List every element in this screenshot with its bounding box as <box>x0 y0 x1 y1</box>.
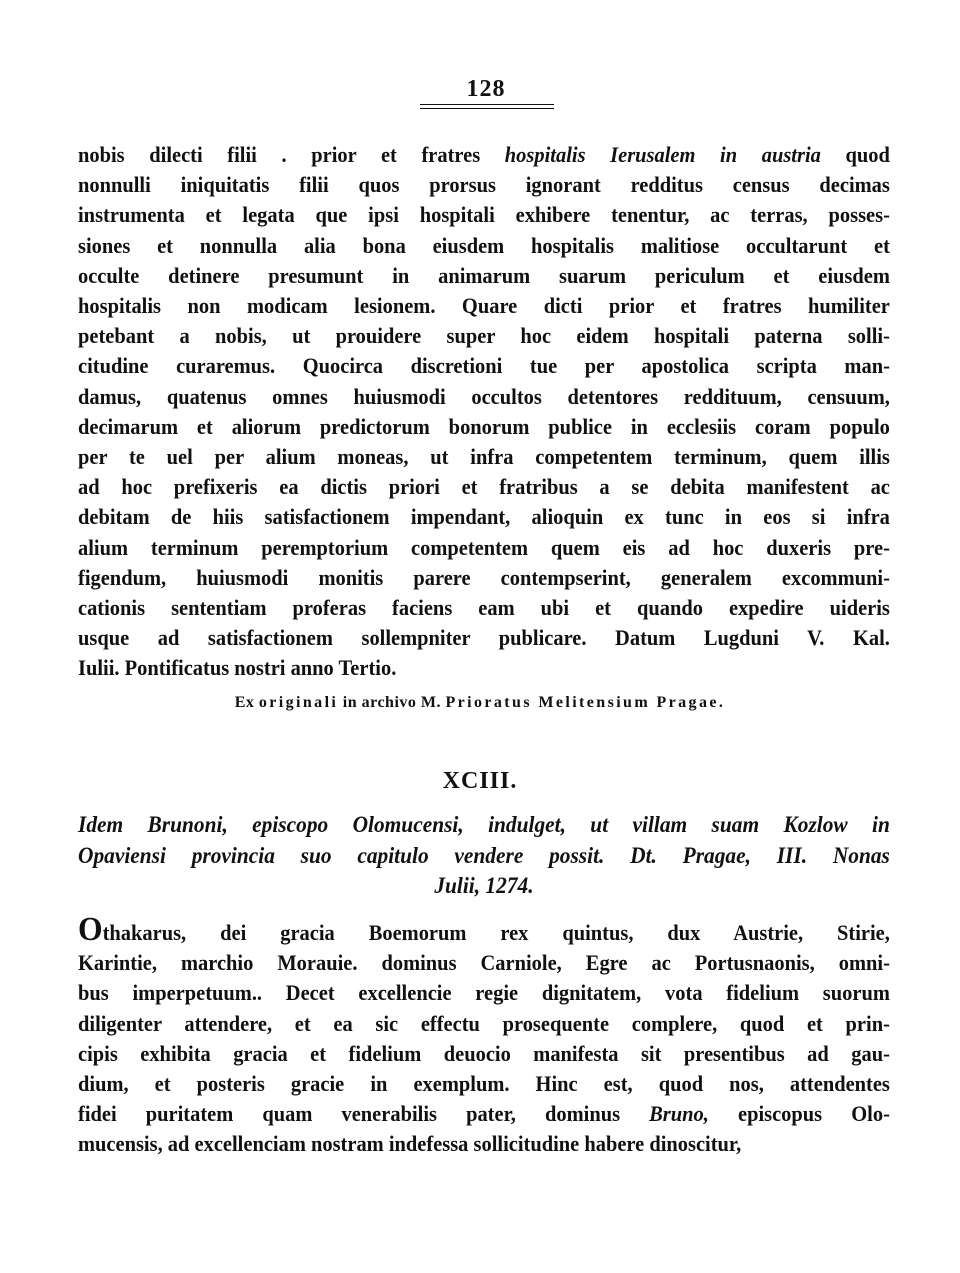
charter-text <box>78 911 890 1160</box>
text-line: alium terminum peremptorium competentem quem eis ad hoc duxeris pre- <box>78 534 890 560</box>
document-summary <box>78 810 890 902</box>
header-rule <box>420 104 554 109</box>
text-line: nobis dilecti filii . prior et fratres hospitalis Ierusalem in austria quod <box>78 142 890 167</box>
text-line: citudine curaremus. Quocirca discretioni tue per apostolica scripta man- <box>78 353 890 379</box>
text-line: per te uel per alium moneas, ut infra competentem terminum, quem illis <box>78 444 890 470</box>
text-line: diligenter attendere, et ea sic effectu prosequente complere, quod et prin- <box>78 1010 890 1036</box>
text-line: cipis exhibita gracia et fidelium deuocio manifesta sit presentibus ad gau- <box>78 1040 890 1066</box>
text-line: mucensis, ad excellenciam nostram indefessa sollicitudine habere dinoscitur, <box>78 1131 742 1157</box>
text-line: damus, quatenus omnes huiusmodi occultos detentores reddituum, censuum, <box>78 383 890 409</box>
source-note <box>0 694 960 712</box>
source-middle: in archivo M. <box>338 694 446 711</box>
summary-line: Julii, 1274. <box>434 873 534 898</box>
text-line: hospitalis non modicam lesionem. Quare dicti prior et fratres humiliter <box>78 293 890 319</box>
text-line: dium, et posteris gracie in exemplum. Hinc est, quod nos, attendentes <box>78 1071 890 1097</box>
source-prefix: Ex <box>234 694 259 711</box>
text-line: Iulii. Pontificatus nostri anno Tertio. <box>78 655 397 681</box>
text-line: Othakarus, dei gracia Boemorum rex quintus, dux Austrie, Stirie, <box>78 911 890 948</box>
text-line: siones et nonnulla alia bona eiusdem hospitalis malitiose occultarunt et <box>78 232 890 258</box>
source-spaced-1: originali <box>258 694 339 711</box>
text-line: nonnulli iniquitatis filii quos prorsus ignorant redditus census decimas <box>78 172 890 198</box>
text-line: cationis sententiam proferas faciens eam ubi et quando expedire uideris <box>78 595 890 621</box>
text-line: figendum, huiusmodi monitis parere contempserint, generalem excommuni- <box>78 564 890 590</box>
summary-line: Opaviensi provincia suo capitulo vendere possit. Dt. Pragae, III. Nonas <box>78 842 890 868</box>
text-line: fidei puritatem quam venerabilis pater, dominus Bruno, episcopus Olo- <box>78 1101 890 1127</box>
italic-name: hospitalis Ierusalem in austria <box>504 142 821 167</box>
initial-letter: O <box>78 911 103 948</box>
text-line: instrumenta et legata que ipsi hospitali exhibere tenentur, ac terras, posses- <box>78 202 890 228</box>
summary-line: Idem Brunoni, episcopo Olomucensi, indulget, ut villam suam Kozlow in <box>78 812 890 837</box>
document-number: XCIII. <box>442 768 518 794</box>
source-spaced-2: Prioratus Melitensium Pragae. <box>445 694 726 711</box>
italic-name: Bruno, <box>649 1101 709 1127</box>
text-line: debitam de hiis satisfactionem impendant, alioquin ex tunc in eos si infra <box>78 504 890 530</box>
text-line: Karintie, marchio Morauie. dominus Carniole, Egre ac Portusnaonis, omni- <box>78 950 890 976</box>
text-line: ad hoc prefixeris ea dictis priori et fratribus a se debita manifestent ac <box>78 474 890 500</box>
text-line: usque ad satisfactionem sollempniter publicare. Datum Lugduni V. Kal. <box>78 625 890 651</box>
text-line: occulte detinere presumunt in animarum suarum periculum et eiusdem <box>78 262 890 288</box>
charter-text-continued <box>78 140 890 684</box>
page-number: 128 <box>466 76 506 102</box>
text-line: petebant a nobis, ut prouidere super hoc eidem hospitali paterna solli- <box>78 323 890 349</box>
text-line: decimarum et aliorum predictorum bonorum publice in ecclesiis coram populo <box>78 413 890 439</box>
text-line: bus imperpetuum.. Decet excellencie regie dignitatem, vota fidelium suorum <box>78 980 890 1006</box>
